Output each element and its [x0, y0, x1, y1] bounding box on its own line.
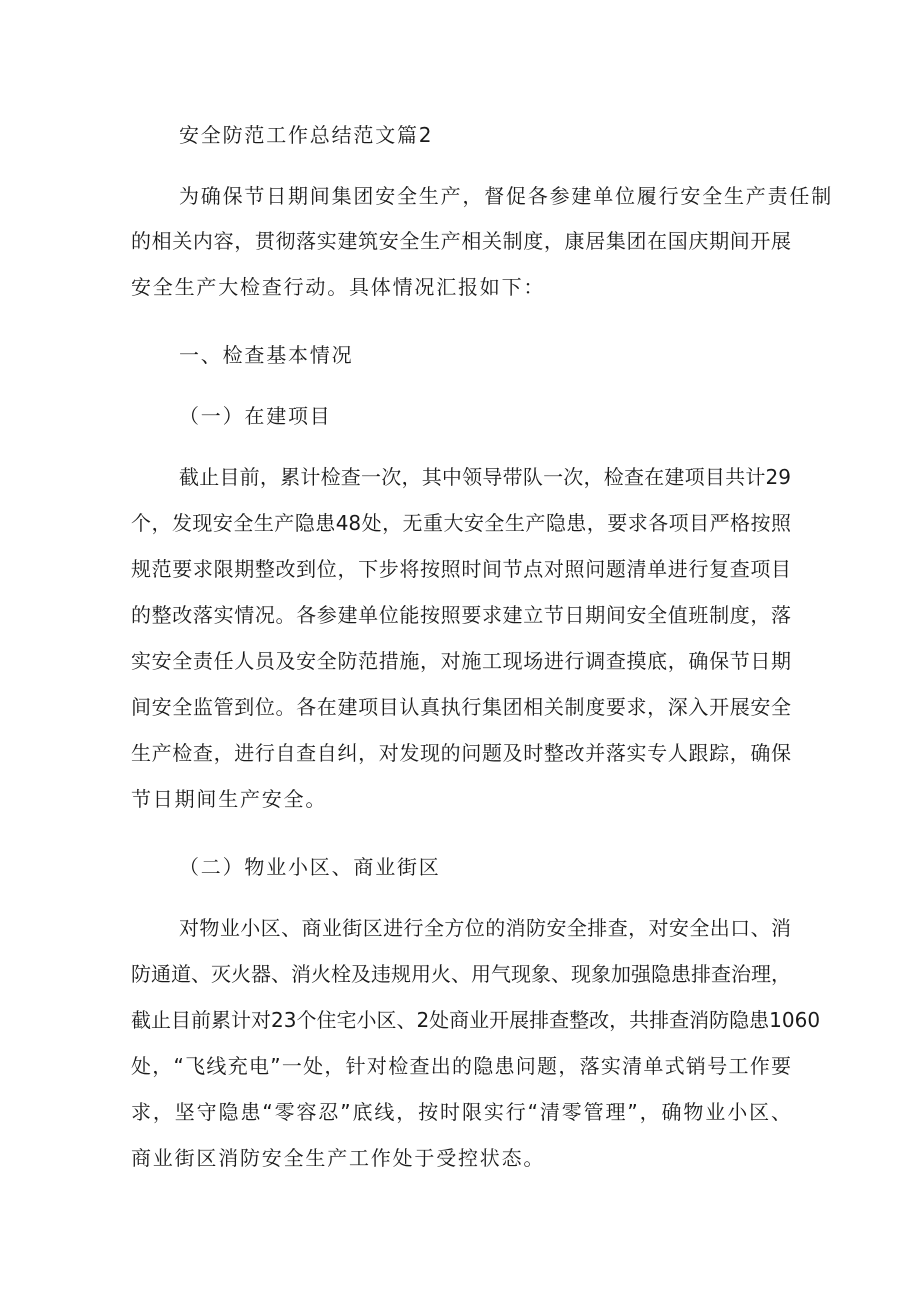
document-title: 安全防范工作总结范文篇2	[179, 123, 434, 147]
paragraph-line: 商业街区消防安全生产工作处于受控状态。	[131, 1146, 546, 1170]
paragraph-line: 间安全监管到位。各在建项目认真执行集团相关制度要求，深入开展安全	[131, 695, 791, 719]
paragraph-line: 规范要求限期整改到位，下步将按照时间节点对照问题清单进行复查项目	[131, 557, 791, 581]
paragraph-line: 防通道、灭火器、消火栓及违规用火、用气现象、现象加强隐患排查治理，	[131, 962, 791, 986]
paragraph-line: 的相关内容，贯彻落实建筑安全生产相关制度，康居集团在国庆期间开展	[131, 229, 791, 253]
paragraph-line: 求，坚守隐患“零容忍”底线，按时限实行“清零管理”，确物业小区、	[131, 1100, 791, 1124]
paragraph-line: 生产检查，进行自查自纠，对发现的问题及时整改并落实专人跟踪，确保	[131, 741, 791, 765]
paragraph-line: 安全生产大检查行动。具体情况汇报如下：	[131, 275, 546, 299]
paragraph-line: 截止目前，累计检查一次，其中领导带队一次，检查在建项目共计29	[179, 465, 791, 489]
section-heading: 一、检查基本情况	[179, 343, 354, 367]
paragraph-line: 节日期间生产安全。	[131, 787, 328, 811]
subsection-heading: （一）在建项目	[179, 404, 332, 428]
paragraph-line: 的整改落实情况。各参建单位能按照要求建立节日期间安全值班制度，落	[131, 603, 791, 627]
paragraph-line: 实安全责任人员及安全防范措施，对施工现场进行调查摸底，确保节日期	[131, 649, 791, 673]
paragraph-line: 为确保节日期间集团安全生产，督促各参建单位履行安全生产责任制	[179, 184, 833, 208]
paragraph-line: 对物业小区、商业街区进行全方位的消防安全排查，对安全出口、消	[179, 916, 791, 940]
paragraph-line: 个，发现安全生产隐患48处，无重大安全生产隐患，要求各项目严格按照	[131, 511, 791, 535]
paragraph-line: 截止目前累计对23个住宅小区、2处商业开展排查整改，共排查消防隐患1060	[131, 1008, 821, 1032]
paragraph-line: 处，“飞线充电”一处，针对检查出的隐患问题，落实清单式销号工作要	[131, 1054, 791, 1078]
subsection-heading: （二）物业小区、商业街区	[179, 855, 441, 879]
